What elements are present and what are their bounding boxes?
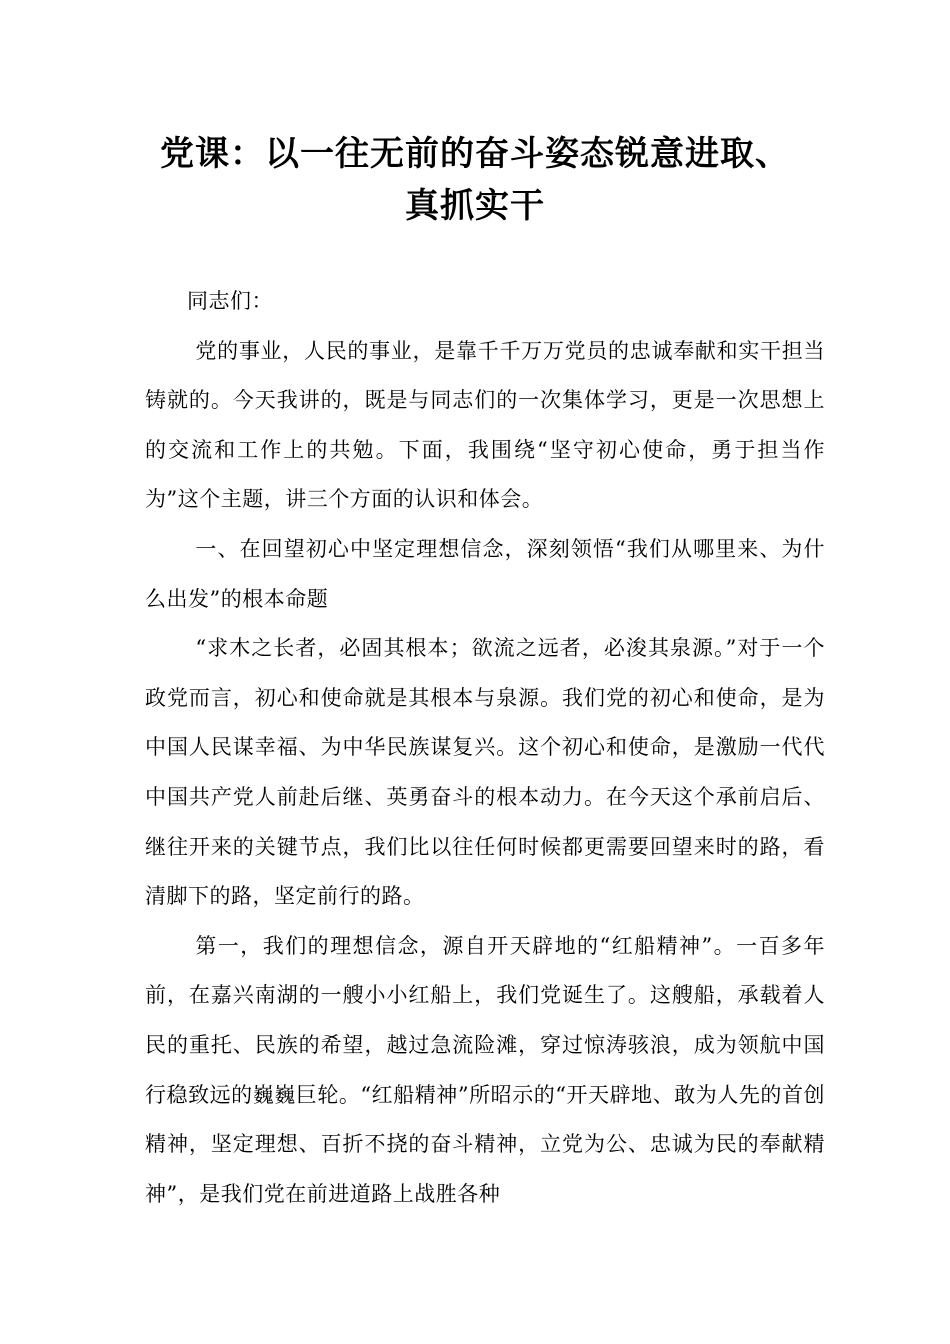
document-title-line-2: 真抓实干 — [405, 186, 545, 226]
greeting: 同志们： — [187, 289, 273, 313]
document-title-line-1: 党课：以一往无前的奋斗姿态锐意进取、 — [160, 134, 790, 174]
document-body — [145, 277, 825, 1219]
paragraph-root-source: “求木之长者，必固其根本；欲流之远者，必浚其泉源。”对于一个政党而言，初心和使命就是其根本与泉源。我们党的初心和使命，是为中国人民谋幸福、为中华民族谋复兴。这个初心和使命，是激励一代代中国共产党人前赴后继、英勇奋斗的根本动力。在今天这个承前启后、继往开来的关键节点，我们比以往任何时候都更需要回望来时的路，看清脚下的路，坚定前行的路。 — [145, 636, 825, 909]
paragraph-intro: 党的事业，人民的事业，是靠千千万万党员的忠诚奉献和实干担当铸就的。今天我讲的，既是与同志们的一次集体学习，更是一次思想上的交流和工作上的共勉。下面，我围绕“坚守初心使命，勇于担当作为”这个主题，讲三个方面的认识和体会。 — [145, 338, 825, 512]
section-heading-1: 一、在回望初心中坚定理想信念，深刻领悟“我们从哪里来、为什么出发”的根本命题 — [145, 536, 825, 611]
paragraph-red-boat: 第一，我们的理想信念，源自开天辟地的“红船精神”。一百多年前，在嘉兴南湖的一艘小小红船上，我们党诞生了。这艘船，承载着人民的重托、民族的希望，越过急流险滩，穿过惊涛骇浪，成为领航中国行稳致远的巍巍巨轮。“红船精神”所昭示的“开天辟地、敢为人先的首创精神，坚定理想、百折不挠的奋斗精神，立党为公、忠诚为民的奉献精神”，是我们党在前进道路上战胜各种 — [145, 933, 825, 1206]
